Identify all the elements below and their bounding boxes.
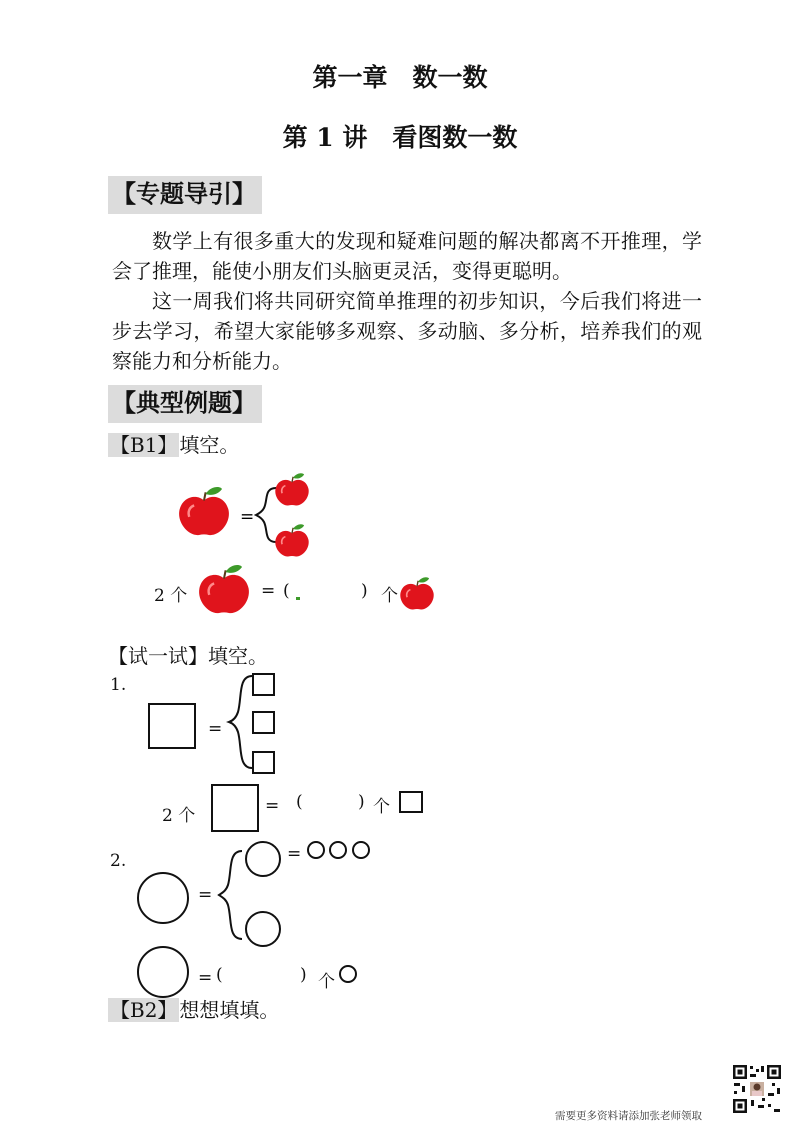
q1-equals-2: = [265,796,280,816]
big-square-icon [211,784,259,832]
q2-unit: 个 [318,972,335,992]
guide-paragraph-1: 数学上有很多重大的发现和疑难问题的解决都离不开推理，学会了推理，能使小朋友们头脑更灵活，变得更聪明。 [112,229,702,283]
big-circle-icon [137,946,189,998]
q2-equals-3: = [198,968,213,988]
q1-equals: = [208,719,223,739]
chapter-title: 第一章 数一数 [312,63,488,92]
small-square-icon [399,791,423,813]
big-square-icon [148,703,196,749]
small-square-icon [252,711,275,734]
b1-equals: = [240,507,255,527]
b1-equals-2: = [261,581,276,601]
answer-mark [296,597,300,600]
q2-close-paren: ) [300,965,307,985]
try-q2-number: 2. [110,851,127,871]
big-circle-icon [137,872,189,924]
q1-close-paren: ) [358,792,365,812]
b2-label [108,996,279,1024]
try-q1-number: 1. [110,675,127,695]
small-circle-icon [307,841,325,859]
apple-big-icon [179,487,229,535]
lecture-title: 第 1 讲 看图数一数 [282,123,518,152]
apple-big-icon [199,565,249,613]
b2-instruction: 想想填填。 [179,998,280,1022]
small-circle-icon [329,841,347,859]
q2-equals-2: = [287,844,302,864]
b1-instruction: 填空。 [179,433,240,457]
q1-unit: 个 [373,797,390,817]
q1-count: 2 个 [162,806,196,826]
q2-equals: = [198,885,213,905]
try-heading: 【试一试】填空。 [108,644,268,668]
footer-note: 需要更多资料请添加张老师领取 [555,1110,702,1122]
b1-open-paren: ( [283,581,290,601]
b1-close-paren: ) [361,581,368,601]
b1-tag: 【B1】 [110,433,178,457]
apple-small-icon [275,524,308,556]
small-square-icon [252,751,275,774]
small-square-icon [252,673,275,696]
small-circle-icon [352,841,370,859]
q2-brace-icon [216,845,246,945]
apple-small-icon [400,577,433,609]
q2-open-paren: ( [216,965,223,985]
b1-count: 2 个 [154,586,188,606]
brace-icon [256,488,276,542]
b1-unit: 个 [381,586,398,606]
qr-code-icon [732,1064,782,1114]
guide-paragraph-2: 这一周我们将共同研究简单推理的初步知识，今后我们将进一步去学习，希望大家能够多观察、多动脑、多分析，培养我们的观察能力和分析能力。 [112,289,702,373]
small-circle-icon [339,965,357,983]
b2-tag: 【B2】 [110,998,178,1022]
q1-open-paren: ( [296,792,303,812]
medium-circle-icon [245,911,281,947]
guide-heading: 【专题导引】 [108,176,262,214]
examples-heading: 【典型例题】 [108,385,262,423]
medium-circle-icon [245,841,281,877]
apple-small-icon [275,473,308,505]
